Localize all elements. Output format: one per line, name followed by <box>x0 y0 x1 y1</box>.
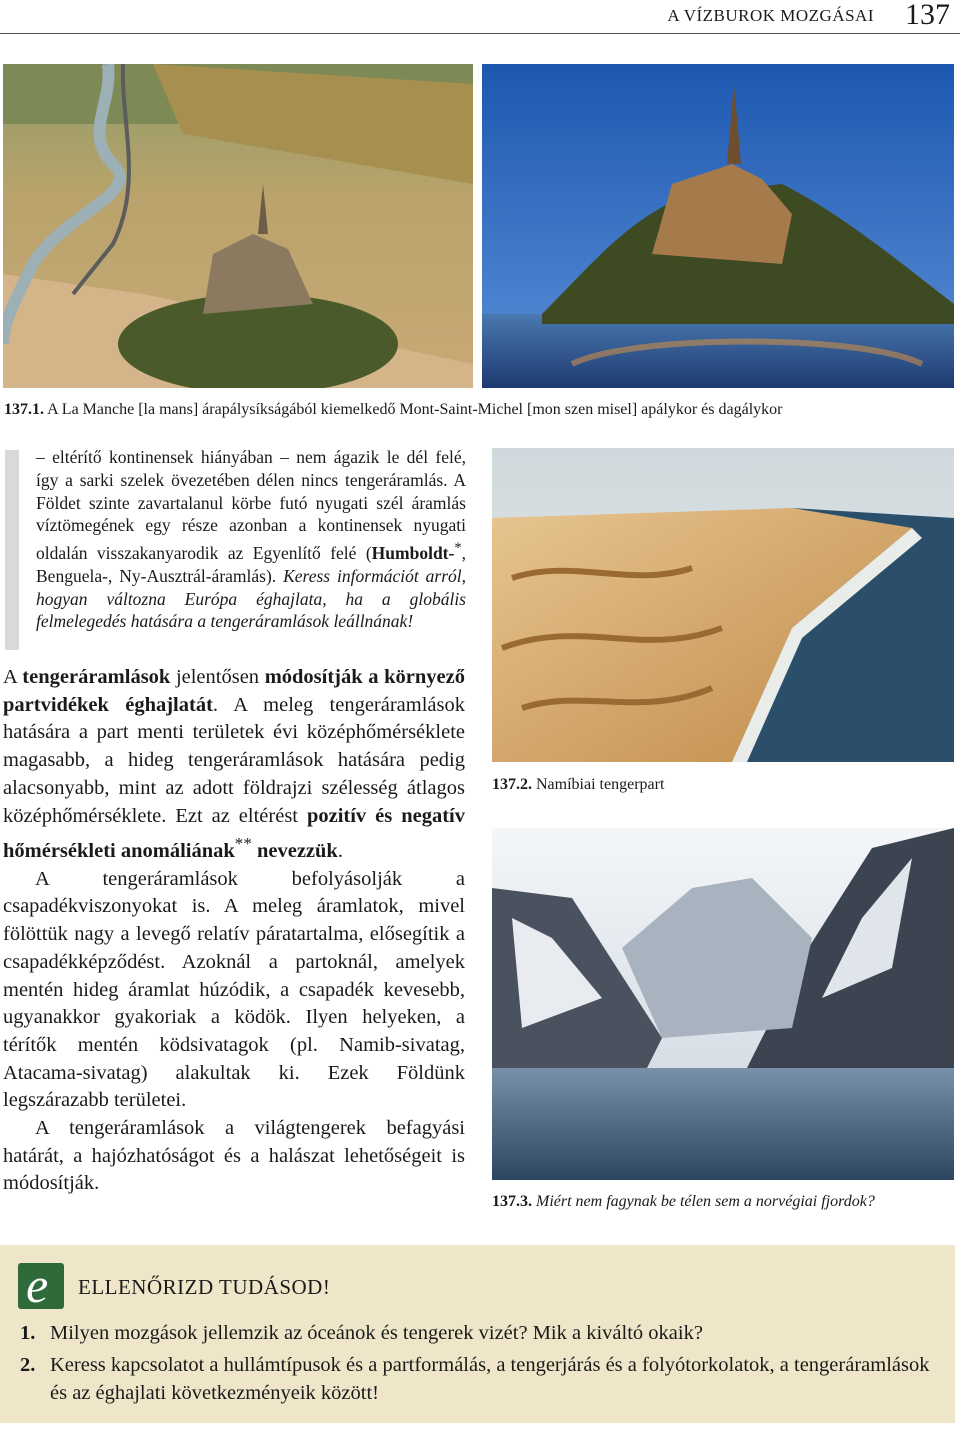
page-number: 137 <box>905 0 950 31</box>
sidebar-text <box>36 446 466 633</box>
figure-caption-137-2 <box>492 775 664 795</box>
figure-caption-137-3 <box>492 1192 875 1212</box>
review-questions <box>20 1319 940 1411</box>
question-number: 2. <box>20 1354 36 1376</box>
question-text: Keress kapcsolatot a hullámtípusok és a partformálás, a tengerjárás és a folyótorkolatok, a tengeráramlások és az éghajlati következményeik között! <box>50 1354 930 1404</box>
paragraph-3: A tengeráramlások a világtengerek befagyási határát, a hajózhatóságot és a halászat lehetőségeit is módosítják. <box>3 1117 465 1195</box>
question-text: Milyen mozgások jellemzik az óceánok és tengerek vizét? Mik a kiváltó okaik? <box>50 1322 703 1344</box>
humboldt-term: Humboldt- <box>371 543 455 564</box>
bold-term: tengeráramlások <box>22 666 171 688</box>
photo-namibian-coast <box>492 448 954 762</box>
review-question <box>20 1319 940 1347</box>
paragraph-2: A tengeráramlások befolyásolják a csapadékviszonyokat is. A meleg áramlatok, mivel fölöttük nagy a levegő relatív páratartalma, elősegítik a csapadékképződést. Azoknál a partoknál, amelyek mentén hideg áramlat húzódik, a csapadék kevesebb, ugyanakkor gyakoriak a ködök. Ilyen helyeken, a térítők mentén ködsivatagok (pl. Namib-sivatag, Atacama-sivatag) alakultak ki. Ezek Földünk legszárazabb területei. <box>3 867 465 1112</box>
sidebar-question: Keress információt arról, hogyan változna Európa éghajlata, ha a globális felmelegedés hatására a tengeráramlások leállnának! <box>36 565 466 632</box>
photo-mont-saint-michel-low-tide <box>3 64 473 388</box>
photo-norwegian-fjord <box>492 828 954 1180</box>
figure-number: 137.2. <box>492 776 532 793</box>
figure-number: 137.1. <box>4 401 44 418</box>
bold-term: módosítják a környező partvidékek éghajlatát <box>3 666 465 716</box>
review-question <box>20 1351 940 1407</box>
sidebar-paragraph-part: – eltérítő kontinensek hiányában – nem ágazik le dél felé, így a sarki szelek övezetében délen nincs tengeráramlás. A Földet szinte zavartalanul körbe futó nyugati szél áramlás víztömegének egy része azonban a kontinensek nyugati oldalán visszakanyarodik az Egyenlítő felé ( <box>36 447 466 564</box>
bold-term: pozitív és negatív hőmérsékleti anomáliának <box>3 804 465 863</box>
text-run: . <box>337 840 343 863</box>
photo-mont-saint-michel-high-tide <box>482 64 954 388</box>
paragraph-1 <box>3 664 465 866</box>
text-run: jelentősen <box>170 666 265 688</box>
figure-caption-text: Miért nem fagynak be télen sem a norvégiai fjordok? <box>536 1193 875 1210</box>
sidebar-paragraph-end: , Benguela-, Ny-Ausztrál-áramlás). <box>36 543 466 586</box>
main-text <box>3 664 465 1198</box>
sidebar-marker <box>5 450 19 650</box>
e-logo-icon <box>18 1257 64 1313</box>
footnote-marker: ** <box>234 834 252 854</box>
figure-number: 137.3. <box>492 1193 532 1210</box>
text-run: . A meleg tengeráramlások hatására a part menti területek évi középhőmérséklete magasabb, a hideg tengeráramlások hatására pedig alacsonyabb, mint az adott földrajzi szélesség átlagos középhőmérséklete. Ezt az eltérést <box>3 693 466 827</box>
figure-caption-137-1 <box>4 400 782 420</box>
logo-letter: e <box>26 1257 49 1313</box>
footnote-marker: * <box>454 540 462 557</box>
figure-caption-text: A La Manche [la mans] árapálysíkságából kiemelkedő Mont-Saint-Michel [mon szen misel] apálykor és dagálykor <box>47 401 783 418</box>
review-box <box>0 1245 955 1423</box>
question-number: 1. <box>20 1322 36 1344</box>
bold-term: nevezzük <box>251 840 338 863</box>
review-title: ELLENŐRIZD TUDÁSOD! <box>78 1275 331 1299</box>
figure-caption-text: Namíbiai tengerpart <box>536 776 665 793</box>
header-rule <box>0 33 960 34</box>
page-header <box>0 0 960 40</box>
text-run: A <box>3 666 23 688</box>
chapter-title: A VÍZBUROK MOZGÁSAI <box>667 6 874 25</box>
